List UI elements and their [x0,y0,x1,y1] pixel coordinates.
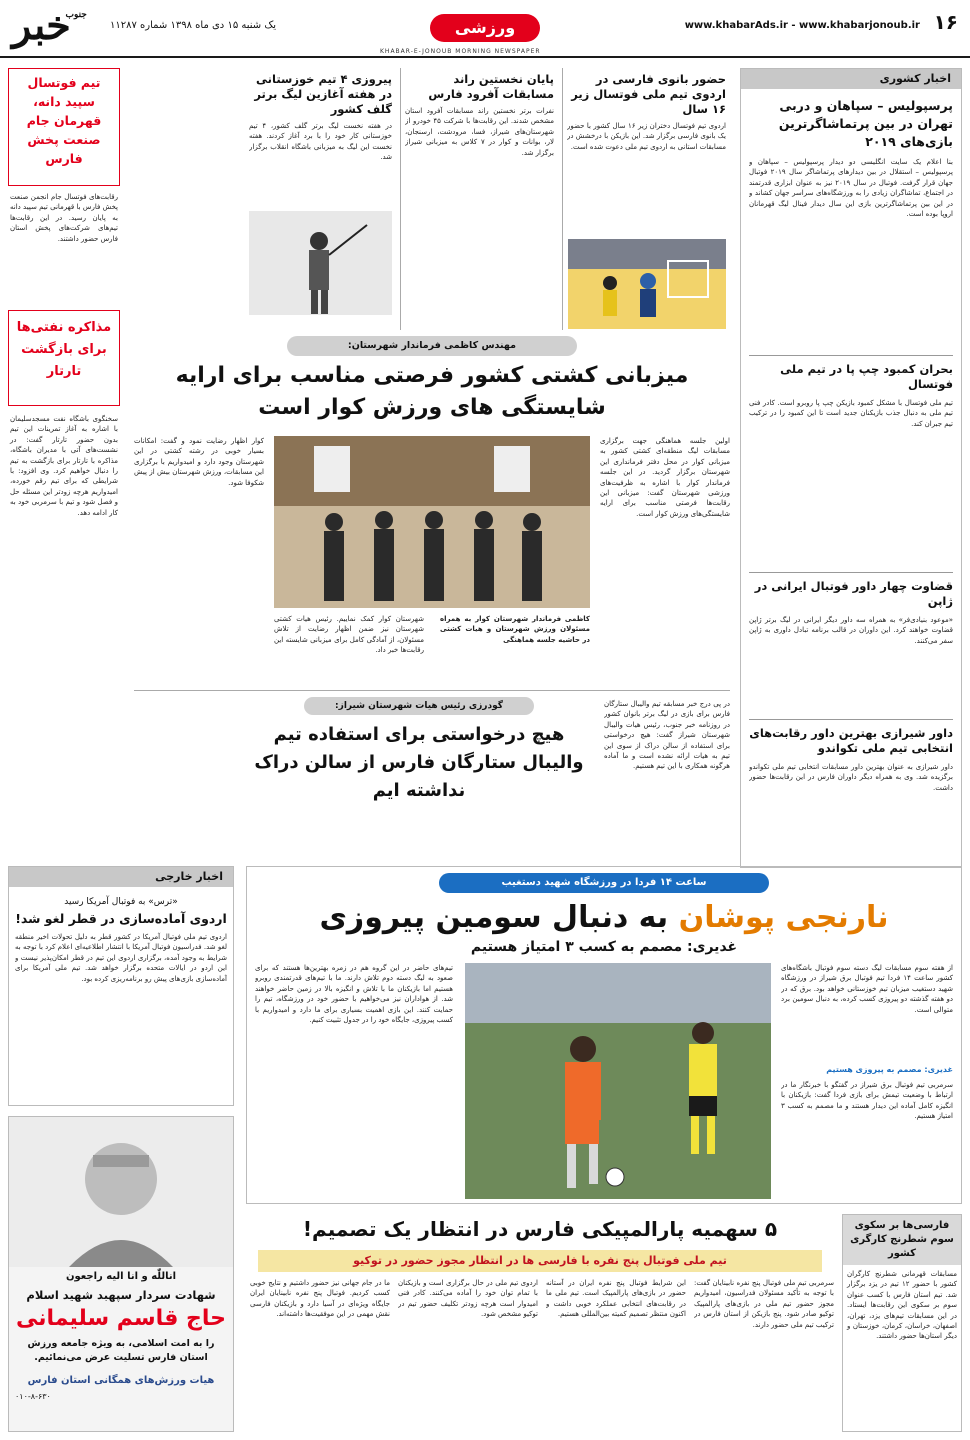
national-news-body-4: داور شیرازی به عنوان بهترین داور مسابقات انتخابی تیم ملی تکواندو برگزیده شد. وی به همراه دیگر داوران فارس در این رقابت‌ها حضور داشت. [749,763,953,792]
volleyball-headline: هیچ درخواستی برای استفاده تیم والیبال ستارگان فارس از سالن دراک نداشته ایم [254,724,584,801]
wrestling-body-mid: شهرستان کوار کمک نماییم. رئیس هیات کشتی شهرستان نیز ضمن اظهار رضایت از تلاش مسئولان، از آمادگی کامل برای میزبانی شایسته این رقابت‌ها خبر داد. [274,615,424,655]
paralympic-story [246,1214,834,1432]
issue-date: یک شنبه ۱۵ دی ماه ۱۳۹۸ شماره ۱۱۲۸۷ [110,20,277,31]
wrestling-headline: میزبانی کشتی کشور فرصتی مناسب برای ارایه شایستگی های ورزش کوار است [175,363,689,420]
story-3-title: پیروزی ۴ تیم خوزستانی در هفته آغازین لیگ برتر گلف کشور [254,72,392,116]
wrestling-kicker: مهندس کاظمی فرماندار شهرستان: [287,336,577,356]
newspaper-logo: خبر جنوب [12,2,87,49]
golf-photo [249,211,392,315]
volleyball-story [134,690,730,860]
futsal-photo [568,239,726,329]
volleyball-body-continued [134,697,246,847]
match-body-right: از هفته سوم مسابقات لیگ دسته سوم فوتبال باشگاه‌های کشور ساعت ۱۴ فردا تیم فوتبال برق شیراز در ورزشگاه شهید دستغیب میزبان تیم خوزستانی خواهد بود. برق که در دو هفته گذشته دو پیروزی کسب کرده، به دنبال سومین برد متوالی است. [781,964,953,1014]
memorial-code: ۰۱۰-۸-۶۳۰ [15,1392,51,1401]
foreign-body: اردوی تیم ملی فوتبال آمریکا در کشور قطر به دلیل تحولات اخیر منطقه لغو شد. فدراسیون فوتبال آمریکا با انتشار اطلاعیه‌ای اعلام کرد با توجه به شرایط به وجود آمده، برگزاری اردوی این تیم در قطر امکان‌پذیر نیست و این اردو در ایالات متحده برگزار خواهد شد. تیم ملی آمریکا برای آماده‌سازی بازی‌های پیش رو برنامه‌ریزی کرده بود. [15,933,227,983]
story-3-body: در هفته نخست لیگ برتر گلف کشور، ۴ تیم خوزستانی کار خود را با برد آغاز کردند. هفته نخست این لیگ به میزبانی باشگاه انقلاب برگزار شد. [249,122,392,162]
memorial-notice [8,1116,234,1432]
wrestling-body-left: کوار اظهار رضایت نمود و گفت: امکانات بسیار خوبی در رشته کشتی در این شهرستان وجود دارد و امیدواریم با برگزاری این مسابقات، ورزش شهرستان بیش از پیش شکوفا شود. [134,437,264,487]
story-golf [245,68,396,330]
foreign-kicker: «ترس» به فوتبال آمریکا رسید [64,897,178,907]
top-stories [245,68,730,330]
portrait-illustration [9,1117,233,1267]
tartar-box-body: سخنگوی باشگاه نفت مسجدسلیمان با اشاره به آغاز تمرینات این تیم بدون حضور تارتار گفت: در نشست‌های آتی با مدیران باشگاه، مذاکره با تارتار برای بازگشت به تیم را دنبال خواهیم کرد. وی افزود: با شرایطی که برای تیم رقم خورده، امیدواریم هرچه زودتر این مسئله حل و فصل شود و تیم با سرمربی خود به کار ادامه دهد. [10,415,118,517]
match-headline [247,897,961,939]
national-news-title-1: پرسپولیس – سپاهان و دربی تهران در بین پرتماشاگرترین بازی‌های ۲۰۱۹ [778,98,953,149]
story-2-title: پایان نخستین راند مسابقات آفرود فارس [428,72,554,101]
story-1-title: حضور بانوی فارسی در اردوی تیم ملی فوتسال زیر ۱۶ سال [571,72,726,116]
chess-body: مسابقات قهرمانی شطرنج کارگران کشور با حضور ۱۲ تیم در یزد برگزار شد. تیم استان فارس با کسب عنوان سوم بر سکوی این رقابت‌ها ایستاد. در این مسابقات تیم‌های یزد، تهران، اصفهان، خراسان، کرمان، خوزستان و دیگر استان‌ها حضور داشتند. [847,1270,957,1341]
wrestling-feature [134,336,730,680]
national-news-title-2: بحران کمبود چپ پا در تیم ملی فوتسال [780,362,953,391]
chess-story [842,1214,962,1432]
futsal-box-title: تیم فوتسال سپید دانه، قهرمان جام صنعت پخش فارس [8,68,120,186]
match-body-left: تیم‌های حاضر در این گروه هم در زمره بهترین‌ها هستند که برای صعود به لیگ دسته دوم تلاش دارند. ما با تیم‌های قدرتمندی روبرو هستیم اما بازیکنان ما با تلاش و انگیزه بالا در زمین حاضر خواهند شد. از هواداران نیز می‌خواهیم با حضور خود در ورزشگاه، تیم را حمایت کنند. این بازی اهمیت بسیاری برای ما دارد و امیدواریم با کسب پیروزی، جایگاه خود را در جدول تثبیت کنیم. [255,964,453,1025]
chess-title: فارسی‌ها بر سکوی سوم شطرنج کارگری کشور [843,1215,961,1265]
paralympic-body-3: اردوی تیم ملی در حال برگزاری است و بازیکنان با تمام توان خود را آماده می‌کنند. کادر فنی امیدوار است هرچه زودتر تکلیف حضور تیم در توکیو مشخص شود. [398,1279,538,1319]
memorial-name: حاج قاسم سلیمانی [16,1306,226,1331]
match-subhead: غدیری: مصمم به پیروزی هستیم [826,1065,953,1074]
wrestling-body-right: اولین جلسه هماهنگی جهت برگزاری مسابقات لیگ منطقه‌ای کشتی کشور به میزبانی کوار در محل دفتر فرمانداری این شهرستان برگزار گردید. در این جلسه فرماندار کوار با اشاره به ظرفیت‌های ورزشی شهرستان گفت: میزبانی این رقابت‌ها فرصتی مناسب برای ارایه شایستگی‌های ورزش کوار است. [600,437,730,518]
futsal-box-body: رقابت‌های فوتسال جام انجمن صنعت پخش فارس با قهرمانی تیم سپید دانه به پایان رسید. در این رقابت‌ها تیم‌های شرکت‌های پخش استان فارس حضور داشتند. [10,193,118,243]
volleyball-kicker: گودرزی رئیس هیات شهرستان شیراز: [304,697,534,715]
national-news-label: اخبار کشوری [741,69,961,89]
match-body-right-2: سرمربی تیم فوتبال برق شیراز در گفتگو با خبرنگار ما در ارتباط با وضعیت تیمش برای بازی فردا گفت: بازیکنان با انگیزه کامل آماده این دیدار هستند و ما مصمم به کسب ۳ امتیاز هستیم. [781,1081,953,1121]
paralympic-body-1: سرمربی تیم ملی فوتبال پنج نفره نابینایان گفت: با توجه به تأکید مسئولان فدراسیون، امیدواریم مجوز حضور تیم ملی در بازی‌های پارالمپیک توکیو صادر شود. پنج بازیکن از استان فارس در ترکیب تیم ملی حضور دارند. [694,1279,834,1329]
masthead [0,0,970,58]
page-number: ۱۶ [933,10,958,34]
story-2-body: نفرات برتر نخستین راند مسابقات آفرود استان مشخص شدند. این رقابت‌ها با شرکت ۴۵ خودرو از شهرستان‌های شیراز، فسا، مرودشت، ارسنجان، لار، بوانات و کوار در ۷ کلاس به میزبانی شیراز برگزار شد. [405,107,554,157]
volleyball-head [254,697,584,805]
site-urls[interactable]: www.khabarAds.ir - www.khabarjonoub.ir [684,20,920,31]
national-news-body-3: «موعود بنیادی‌فر» به همراه سه داور دیگر ایرانی در لیگ برتر ژاپن قضاوت خواهند کرد. این داوران در قالب برنامه تبادل داوری به ژاپن سفر می‌کنند. [749,616,953,645]
national-news-title-4: داور شیرازی بهترین داور رقابت‌های انتخابی تیم ملی تکواندو [749,726,953,755]
memorial-line1: اناللّٰه و انا الیه راجعون [65,1271,177,1282]
story-offroad [400,68,558,330]
foreign-news [8,866,234,1106]
story-1-body: اردوی تیم فوتسال دختران زیر ۱۶ سال کشور با حضور یک بانوی فارسی برگزار شد. این بازیکن با درخشش در مسابقات استانی به اردوی تیم ملی دعوت شده است. [567,122,726,151]
paralympic-headline: ۵ سهمیه پارالمپیکی فارس در انتظار یک تصمیم! [302,1217,778,1241]
match-photo [465,963,771,1199]
match-sub: غدیری: مصمم به کسب ۳ امتیاز هستیم [470,939,738,955]
memorial-line2: شهادت سردار سپهبد شهید اسلام [26,1288,216,1302]
match-headline-rest: به دنبال سومین پیروزی [319,900,669,935]
national-news-column [740,68,962,868]
tagline: KHABAR-E-JONOUB MORNING NEWSPAPER [380,48,541,55]
left-column [8,68,120,868]
paralympic-body-4: ما در جام جهانی نیز حضور داشتیم و نتایج خوبی کسب کردیم. فوتبال پنج نفره نابینایان ایران جایگاه ویژه‌ای در آسیا دارد و بازیکنان فارسی نقش مهمی در این موفقیت‌ها داشته‌اند. [250,1279,390,1319]
match-col-right [781,963,953,1190]
memorial-line3: را به امت اسلامی، به ویژه جامعه ورزش استان فارس تسلیت عرض می‌نمائیم. [27,1338,215,1363]
national-news-body-1: بنا اعلام یک سایت انگلیسی دو دیدار پرسپولیس – سپاهان و پرسپولیس – استقلال در بین دیدارهای پرتماشاگر سال ۲۰۱۹ فوتبال جهان قرار گرفت. فوتبال در سال ۲۰۱۹ نیز به عنوان ابزاری قدرتمند در اجتماع، تماشاگران زیادی را به ورزشگاه‌های سراسر جهان کشاند و در این بین پرتماشاگرترین بازی این سال دیدار فینال لیگ قهرمانان اروپا بوده است. [749,158,953,219]
foreign-title: اردوی آماده‌سازی در قطر لغو شد! [15,911,227,926]
paralympic-sub: تیم ملی فوتبال پنج نفره با فارسی ها در انتظار مجوز حضور در توکیو [258,1250,822,1272]
section-label: ورزشی [430,14,540,42]
tartar-box-title: مذاکره نفتی‌ها برای بازگشت تارتار [8,310,120,406]
volleyball-body: در پی درج خبر مسابقه تیم والیبال ستارگان فارس برای بازی در لیگ برتر بانوان کشور در روزنامه خبر جنوب، رئیس هیات والیبال شهرستان شیراز گفت: هیچ درخواستی برای استفاده از سالن دراک از سوی این تیم به هیات ارائه نشده است و ما آماده هرگونه همکاری با این تیم هستیم. [604,700,730,771]
match-kicker: ساعت ۱۴ فردا در ورزشگاه شهید دستغیب [439,873,769,893]
national-news-body-2: تیم ملی فوتسال با مشکل کمبود بازیکن چپ پا روبرو است. کادر فنی تیم ملی به دنبال جذب بازیکنان جدید است تا این کمبود را در ترکیب تیم جبران کند. [749,399,953,428]
main-match-story [246,866,962,1204]
wrestling-photo-caption: کاظمی فرماندار شهرستان کوار به همراه مسئولان ورزش شهرستان و هیات کشتی در حاشیه جلسه هماهنگی [440,615,590,644]
wrestling-photo [274,436,590,608]
story-futsal-girl [562,68,730,330]
memorial-signature: هیات ورزش‌های همگانی استان فارس [27,1375,215,1386]
foreign-news-label: اخبار خارجی [9,867,233,887]
paralympic-body-2: این شرایط فوتبال پنج نفره ایران در آستانه حضور در بازی‌های پارالمپیک است. تیم ملی ما در رقابت‌های انتخابی عملکرد خوبی داشت و اکنون منتظر تصمیم کمیته بین‌المللی هستیم. [546,1279,686,1319]
national-news-title-3: قضاوت چهار داور فوتبال ایرانی در ژاپن [754,579,953,608]
match-headline-highlight: نارنجی پوشان [678,900,889,935]
